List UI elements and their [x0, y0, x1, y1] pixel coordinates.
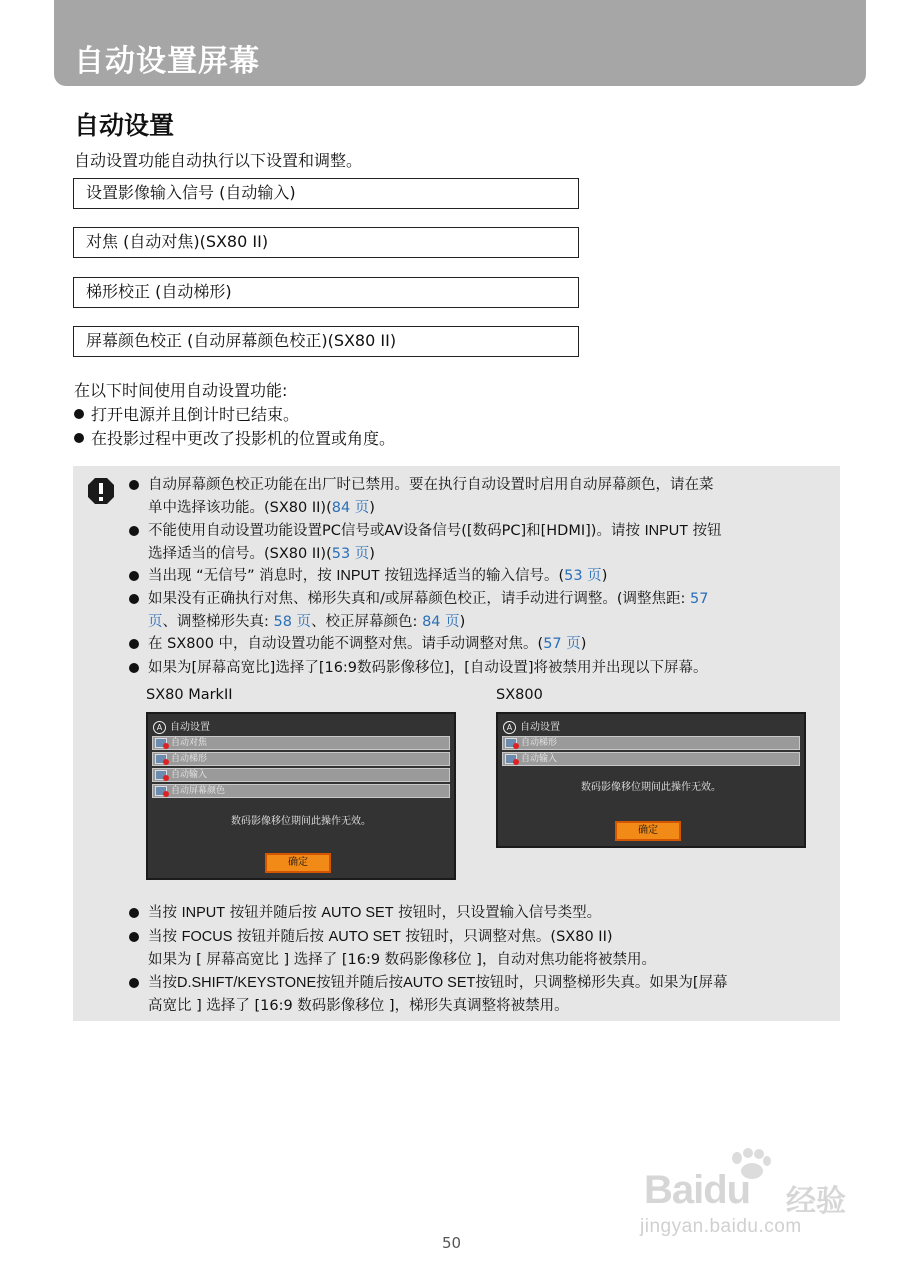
note-item: 当按 INPUT 按钮并随后按 AUTO SET 按钮时，只设置输入信号类型。	[129, 902, 829, 925]
when-item: 在投影过程中更改了投影机的位置或角度。	[74, 426, 395, 449]
screen-message: 数码影像移位期间此操作无效。	[581, 782, 721, 793]
menu-item: 自动输入	[152, 768, 450, 782]
screen-caption: SX80 MarkII	[146, 687, 233, 703]
page-link[interactable]: 53 页	[331, 546, 370, 562]
section-title: 自动设置	[74, 111, 175, 140]
disabled-icon	[163, 759, 169, 765]
bullet-icon	[129, 639, 139, 649]
disabled-icon	[163, 791, 169, 797]
bullet-icon	[129, 480, 139, 490]
disabled-icon	[163, 743, 169, 749]
menu-item: 自动梯形	[502, 736, 800, 750]
note-item: 当按D.SHIFT/KEYSTONE按钮并随后按AUTO SET按钮时，只调整梯形失真。如果为[屏幕 高宽比 ] 选择了 [16:9 数码影像移位 ]，梯形失真调整将被禁用。	[129, 972, 829, 1018]
auto-icon: A	[503, 721, 516, 734]
screen-caption: SX800	[496, 687, 543, 703]
caution-icon	[87, 477, 115, 505]
note-panel	[73, 466, 840, 1021]
when-item: 打开电源并且倒计时已结束。	[74, 402, 299, 425]
note-item: 当按 FOCUS 按钮并随后按 AUTO SET 按钮时，只调整对焦。(SX80 II) 如果为 [ 屏幕高宽比 ] 选择了 [16:9 数码影像移位 ]，自动对焦功能将被禁用。	[129, 926, 829, 972]
note-item: 如果没有正确执行对焦、梯形失真和/或屏幕颜色校正，请手动进行调整。(调整焦距: 57 页、调整梯形失真: 58 页、校正屏幕颜色: 84 页)	[129, 588, 829, 634]
page-link[interactable]: 58 页	[273, 614, 312, 630]
menu-item: 自动对焦	[152, 736, 450, 750]
page-link[interactable]: 57	[690, 591, 709, 607]
auto-icon: A	[153, 721, 166, 734]
when-title: 在以下时间使用自动设置功能:	[74, 381, 288, 400]
menu-screen-right	[496, 712, 806, 848]
page-number: 50	[441, 1234, 462, 1252]
page-link[interactable]: 页	[148, 614, 163, 630]
page-title: 自动设置屏幕	[74, 44, 260, 79]
note-item: 自动屏幕颜色校正功能在出厂时已禁用。要在执行自动设置时启用自动屏幕颜色，请在菜 单中选择该功能。(SX80 II)(84 页)	[129, 474, 829, 520]
bullet-icon	[129, 571, 139, 581]
note-item: 如果为[屏幕高宽比]选择了[16:9数码影像移位]，[自动设置]将被禁用并出现以下屏幕。	[129, 657, 849, 680]
bullet-icon	[74, 433, 84, 443]
bullet-icon	[74, 409, 84, 419]
bullet-icon	[129, 908, 139, 918]
disabled-icon	[513, 743, 519, 749]
screen-title: A 自动设置	[153, 718, 210, 734]
screen-title: A 自动设置	[503, 718, 560, 734]
page-header	[54, 0, 866, 86]
ok-button[interactable]: 确定	[265, 853, 331, 873]
baidu-watermark: Baidu 经验 jingyan.baidu.com	[640, 1148, 860, 1248]
section-intro: 自动设置功能自动执行以下设置和调整。	[74, 151, 363, 170]
disabled-icon	[513, 759, 519, 765]
bullet-icon	[129, 932, 139, 942]
setting-box: 设置影像输入信号 (自动输入)	[73, 178, 579, 209]
page-link[interactable]: 84 页	[422, 614, 460, 630]
screen-message: 数码影像移位期间此操作无效。	[231, 816, 371, 827]
setting-box: 梯形校正 (自动梯形)	[73, 277, 579, 308]
bullet-icon	[129, 663, 139, 673]
menu-item: 自动屏幕颜色	[152, 784, 450, 798]
disabled-icon	[163, 775, 169, 781]
page-link[interactable]: 84 页	[331, 500, 370, 516]
bullet-icon	[129, 526, 139, 536]
note-item: 不能使用自动设置功能设置PC信号或AV设备信号([数码PC]和[HDMI])。请按 INPUT 按钮 选择适当的信号。(SX80 II)(53 页)	[129, 520, 829, 566]
setting-box: 屏幕颜色校正 (自动屏幕颜色校正)(SX80 II)	[73, 326, 579, 357]
page-link[interactable]: 57 页	[543, 636, 581, 652]
menu-item: 自动梯形	[152, 752, 450, 766]
menu-screen-left	[146, 712, 456, 880]
menu-item: 自动输入	[502, 752, 800, 766]
setting-box: 对焦 (自动对焦)(SX80 II)	[73, 227, 579, 258]
bullet-icon	[129, 594, 139, 604]
ok-button[interactable]: 确定	[615, 821, 681, 841]
bullet-icon	[129, 978, 139, 988]
note-item: 在 SX800 中，自动设置功能不调整对焦。请手动调整对焦。(57 页)	[129, 633, 829, 656]
page-link[interactable]: 53 页	[564, 568, 602, 584]
note-item: 当出现 “无信号” 消息时，按 INPUT 按钮选择适当的输入信号。(53 页)	[129, 565, 829, 588]
